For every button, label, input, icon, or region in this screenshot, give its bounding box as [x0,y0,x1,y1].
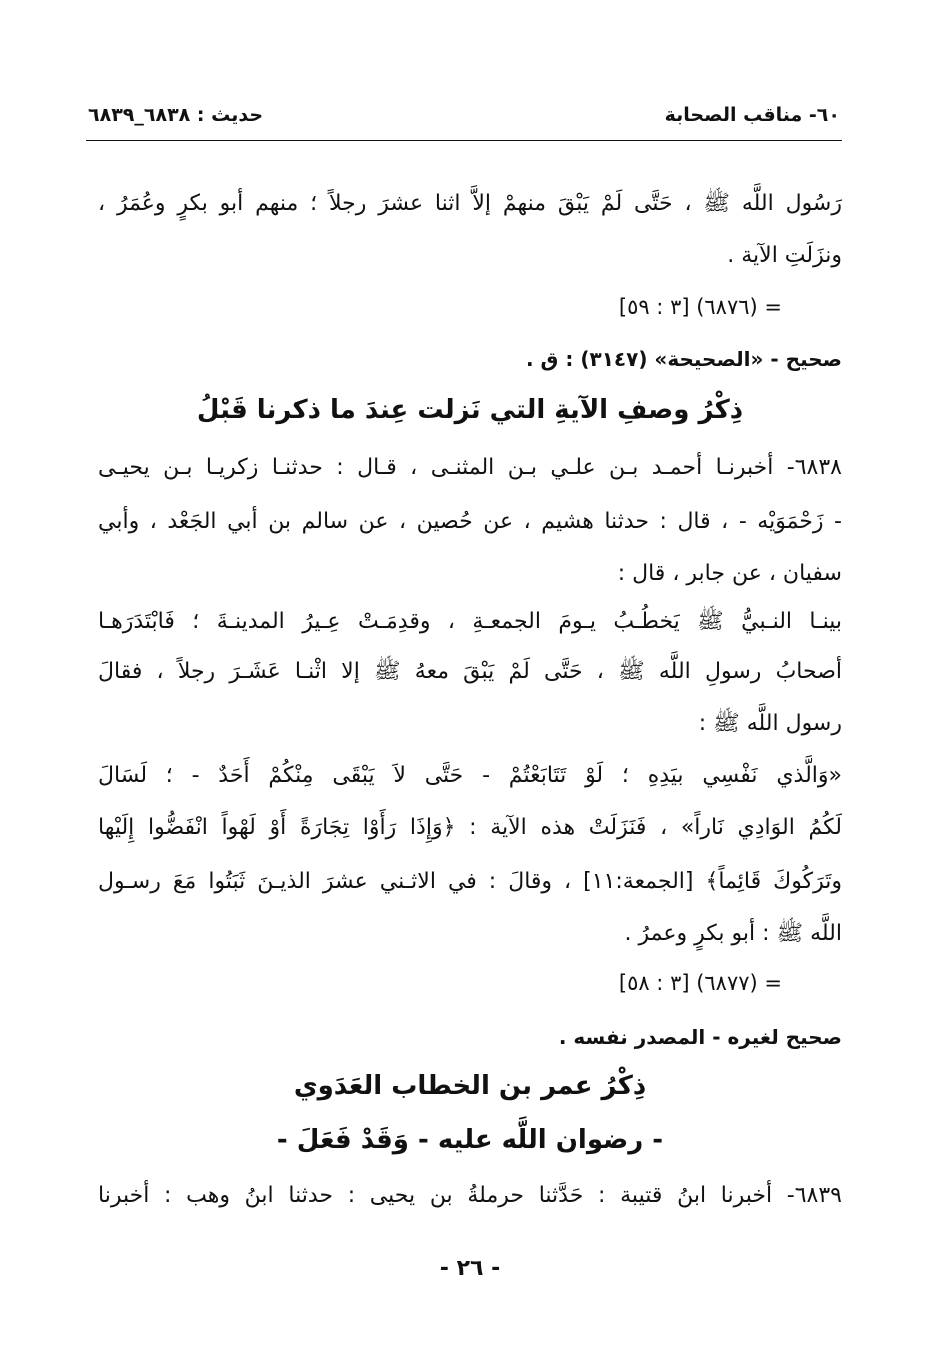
cross-reference: = (٦٨٧٦) [٣ : ٥٩] [618,295,782,319]
matn-line: وتَرَكُوكَ قَائِماً﴾ [الجمعة:١١] ، وقالَ : في الاثـني عشرَ الذيـنَ ثَبَتُوا مَعَ رسـول [98,869,842,894]
text-line: رَسُول اللَّه ﷺ ، حَتَّى لَمْ يَبْقَ منهمْ إلاَّ اثنا عشرَ رجلاً ؛ منهم أبو بكرٍ وعُمَرُ ، [98,191,842,216]
isnad-line: سفيان ، عن جابر ، قال : [617,561,842,586]
hadith-grade: صحيح - «الصحيحة» (٣١٤٧) : ق . [525,347,842,371]
text-line: ونزَلَتِ الآية . [727,243,842,268]
matn-line: اللَّه ﷺ : أبو بكرٍ وعمرُ . [624,921,842,946]
matn-line: بينـا النـبيُّ ﷺ يَخطُـبُ يـومَ الجمعـةِ ، وقدِمَـتْ عِـيرُ المدينـةَ ؛ فَابْتَدَرَهـا [98,609,842,634]
cross-reference: = (٦٨٧٧) [٣ : ٥٨] [618,971,782,995]
section-heading: ذِكْرُ عمر بن الخطاب العَدَوي [293,1071,647,1101]
section-heading-sub: - رضوان اللَّه عليه - وَقَدْ فَعَلَ - [276,1125,664,1155]
section-heading: ذِكْرُ وصفِ الآيةِ التي نَزلت عِندَ ما ذكرنا قَبْلُ [196,395,744,425]
matn-line: رسول اللَّه ﷺ : [698,711,842,736]
isnad-line: - زَحْمَوَيْه - ، قال : حدثنا هشيم ، عن حُصين ، عن سالم بن أبي الجَعْد ، وأبي [98,509,842,534]
hadith-grade: صحيح لغيره - المصدر نفسه . [558,1025,842,1049]
running-header [88,104,840,140]
matn-line: لَكُمُ الوَادِي نَاراً» ، فَنَزَلَتْ هذه الآية : ﴿وَإِذَا رَأَوْا تِجَارَةً أَوْ لَهْواً انْفَضُّوا إِلَيْها [98,815,842,840]
page-number: - ٢٦ - [439,1256,501,1281]
hadith-range: حديث : ٦٨٣٨_٦٨٣٩ [88,104,264,126]
isnad-line: ٦٨٣٨- أخبرنـا أحمـد بـن علـي بـن المثنـى ، قـال : حدثنـا زكريـا بـن يحيـى [98,455,842,480]
chapter-title: ٦٠- مناقب الصحابة [664,104,840,126]
isnad-line: ٦٨٣٩- أخبرنا ابنُ قتيبة : حَدَّثنا حرملةُ بن يحيى : حدثنا ابنُ وهب : أخبرنا [98,1183,842,1208]
header-rule [86,140,842,141]
matn-line: «وَالَّذي نَفْسِي بيَدِهِ ؛ لَوْ تَتَابَعْتُمْ - حَتَّى لاَ يَبْقَى مِنْكُمْ أَحَدٌ - ؛ لَسَالَ [98,763,842,788]
matn-line: أصحابُ رسولِ اللَّه ﷺ ، حَتَّى لَمْ يَبْقَ معهُ ﷺ إلا اثْنـا عَشَـرَ رجلاً ، فقالَ [98,659,842,684]
